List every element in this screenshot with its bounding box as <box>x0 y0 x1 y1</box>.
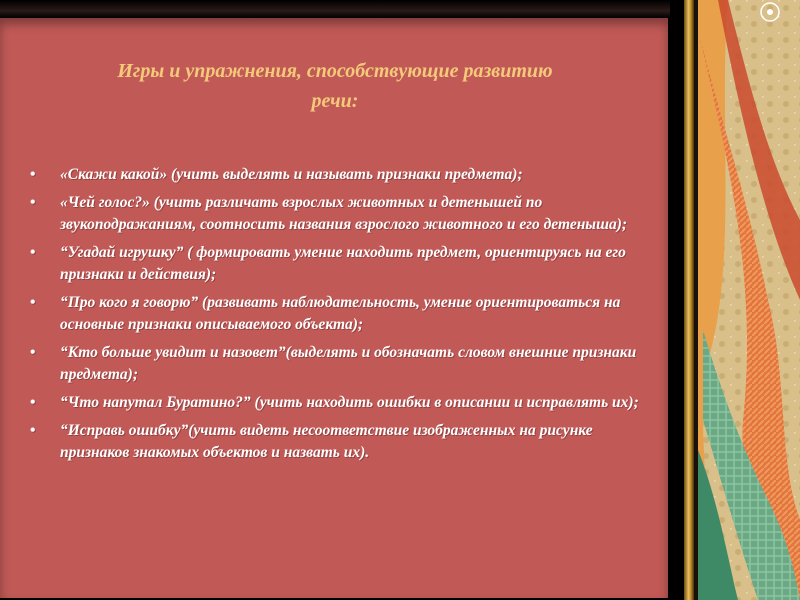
bullet-icon: • <box>30 422 36 439</box>
top-band <box>0 0 670 18</box>
list-item <box>30 342 640 386</box>
list-item-text: “Исправь ошибку”(учить видеть несоответствие изображенных на рисунке признаков знакомых объектов и назвать их). <box>60 422 593 461</box>
list-item-text: “Кто больше увидит и назовет”(выделять и обозначать словом внешние признаки предмета); <box>60 344 637 383</box>
gold-divider <box>684 0 694 600</box>
list-item-text: «Скажи какой» (учить выделять и называть признаки предмета); <box>60 166 523 183</box>
decorative-art-svg <box>698 0 800 600</box>
bullet-icon: • <box>30 394 36 411</box>
bullet-icon: • <box>30 166 36 183</box>
games-list <box>30 164 640 470</box>
list-item-text: “Угадай игрушку” ( формировать умение находить предмет, ориентируясь на его признаки и действия); <box>60 244 626 283</box>
slide-title <box>20 56 650 116</box>
bullet-icon: • <box>30 294 36 311</box>
list-item <box>30 420 640 464</box>
list-item-text: “Про кого я говорю” (развивать наблюдательность, умение ориентироваться на основные признаки описываемого объекта); <box>60 294 621 333</box>
list-item <box>30 392 640 414</box>
list-item-text: “Что напутал Буратино?” (учить находить ошибки в описании и исправлять их); <box>60 394 639 411</box>
bullet-icon: • <box>30 244 36 261</box>
decorative-side-art <box>698 0 800 600</box>
list-item <box>30 292 640 336</box>
list-item <box>30 192 640 236</box>
title-line-1: Игры и упражнения, способствующие развитию <box>117 60 553 82</box>
bullet-icon: • <box>30 344 36 361</box>
bullet-icon: • <box>30 194 36 211</box>
list-item <box>30 242 640 286</box>
content-panel <box>0 18 668 598</box>
list-item <box>30 164 640 186</box>
title-line-2: речи: <box>311 90 359 112</box>
list-item-text: «Чей голос?» (учить различать взрослых животных и детенышей по звукоподражаниям, соотносить названия взрослого животного и его детеныша); <box>60 194 628 233</box>
